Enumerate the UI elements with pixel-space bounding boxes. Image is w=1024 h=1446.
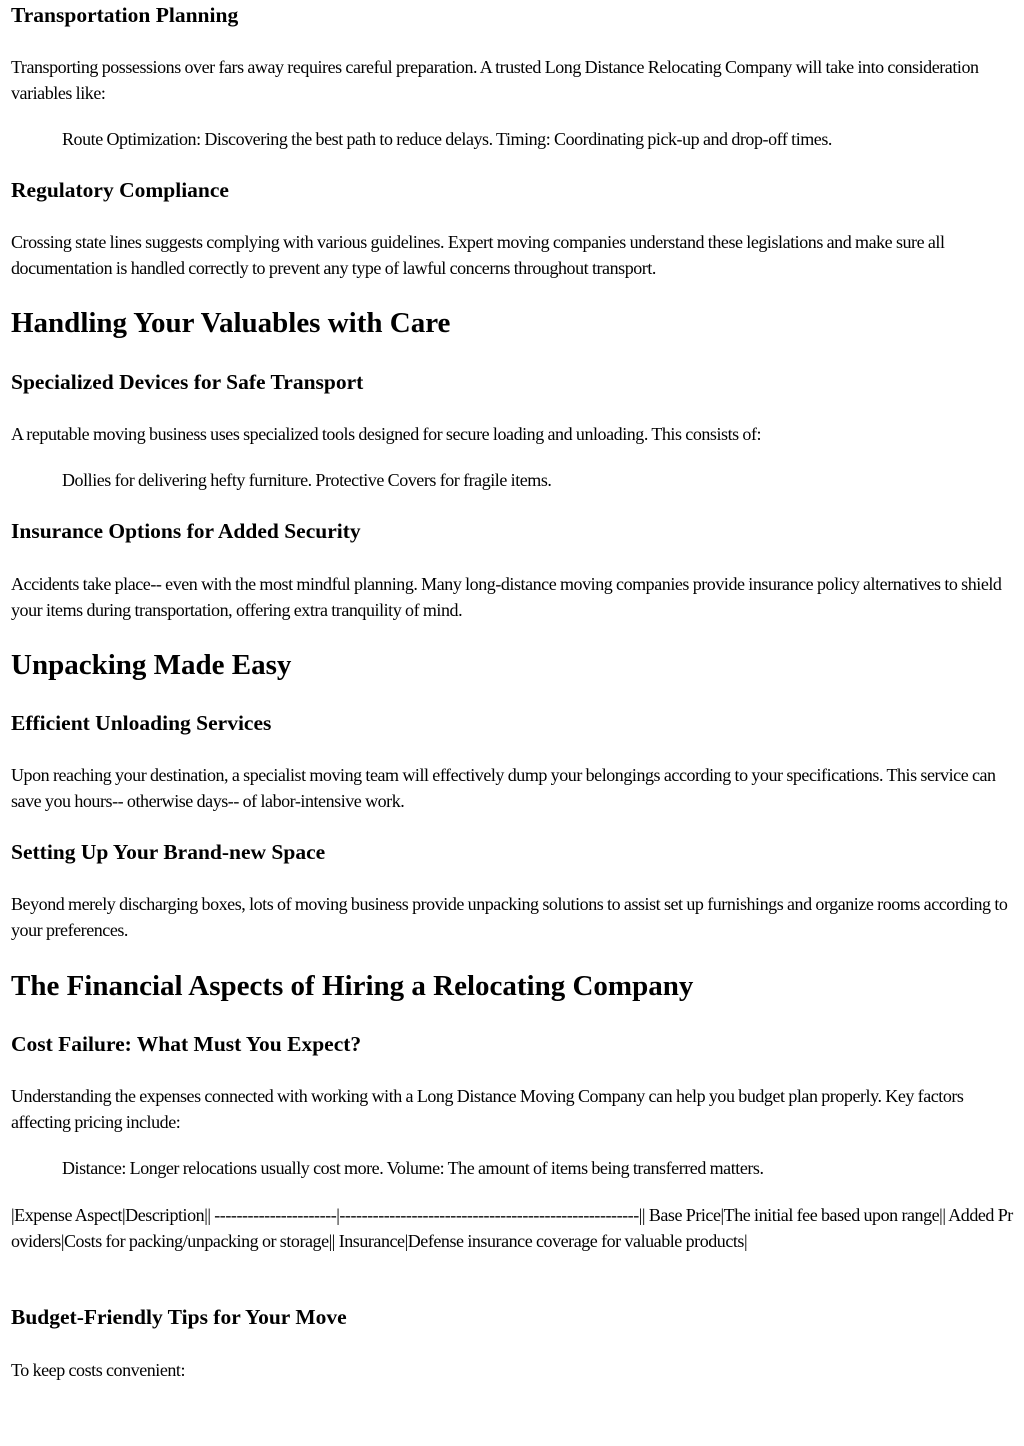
- heading-efficient-unloading: Efficient Unloading Services: [11, 711, 272, 735]
- list-transportation-factors: Route Optimization: Discovering the best path to reduce delays. Timing: Coordinating pick-up and drop-off times.: [62, 129, 832, 149]
- paragraph-insurance-body: Accidents take place-- even with the most mindful planning. Many long-distance moving companies provide insurance policy alternatives to shield your items during transportation, offering extra tranquility of mind.: [11, 574, 1002, 620]
- list-cost-factors: Distance: Longer relocations usually cost more. Volume: The amount of items being transferred matters.: [62, 1158, 764, 1178]
- expense-table-text: |Expense Aspect|Description|| ----------------------|------------------------------------------------------|| Base Price|The initial fee based upon range|| Added Providers|Costs for packing/unpacking or storage|| Insurance|Defense insurance coverage for valuable products|: [11, 1205, 1013, 1251]
- heading-unpacking-made-easy: Unpacking Made Easy: [11, 649, 292, 681]
- heading-cost-failure: Cost Failure: What Must You Expect?: [11, 1032, 362, 1056]
- paragraph-budget-body: To keep costs convenient:: [11, 1360, 186, 1380]
- heading-regulatory-compliance: Regulatory Compliance: [11, 178, 229, 202]
- paragraph-setup-body: Beyond merely discharging boxes, lots of moving business provide unpacking solutions to assist set up furnishings and organize rooms according to your preferences.: [11, 894, 1008, 940]
- heading-handling-valuables: Handling Your Valuables with Care: [11, 307, 451, 339]
- paragraph-devices-body: A reputable moving business uses specialized tools designed for secure loading and unloading. This consists of:: [11, 424, 762, 444]
- heading-specialized-devices: Specialized Devices for Safe Transport: [11, 370, 364, 394]
- heading-transportation-planning: Transportation Planning: [11, 3, 239, 27]
- heading-insurance-options: Insurance Options for Added Security: [11, 519, 361, 543]
- heading-financial-aspects: The Financial Aspects of Hiring a Relocating Company: [11, 970, 694, 1002]
- paragraph-transportation-intro: Transporting possessions over fars away requires careful preparation. A trusted Long Distance Relocating Company will take into consideration variables like:: [11, 57, 979, 103]
- heading-budget-friendly-tips: Budget-Friendly Tips for Your Move: [11, 1305, 347, 1329]
- paragraph-cost-body: Understanding the expenses connected with working with a Long Distance Moving Company can help you budget plan properly. Key factors affecting pricing include:: [11, 1086, 964, 1132]
- paragraph-unloading-body: Upon reaching your destination, a specialist moving team will effectively dump your belongings according to your specifications. This service can save you hours-- otherwise days-- of labor-intensive work.: [11, 765, 996, 811]
- heading-setting-up-space: Setting Up Your Brand-new Space: [11, 840, 326, 864]
- paragraph-regulatory-body: Crossing state lines suggests complying with various guidelines. Expert moving companies understand these legislations and make sure all documentation is handled correctly to prevent any type of lawful concerns throughout transport.: [11, 232, 945, 278]
- list-devices: Dollies for delivering hefty furniture. Protective Covers for fragile items.: [62, 470, 552, 490]
